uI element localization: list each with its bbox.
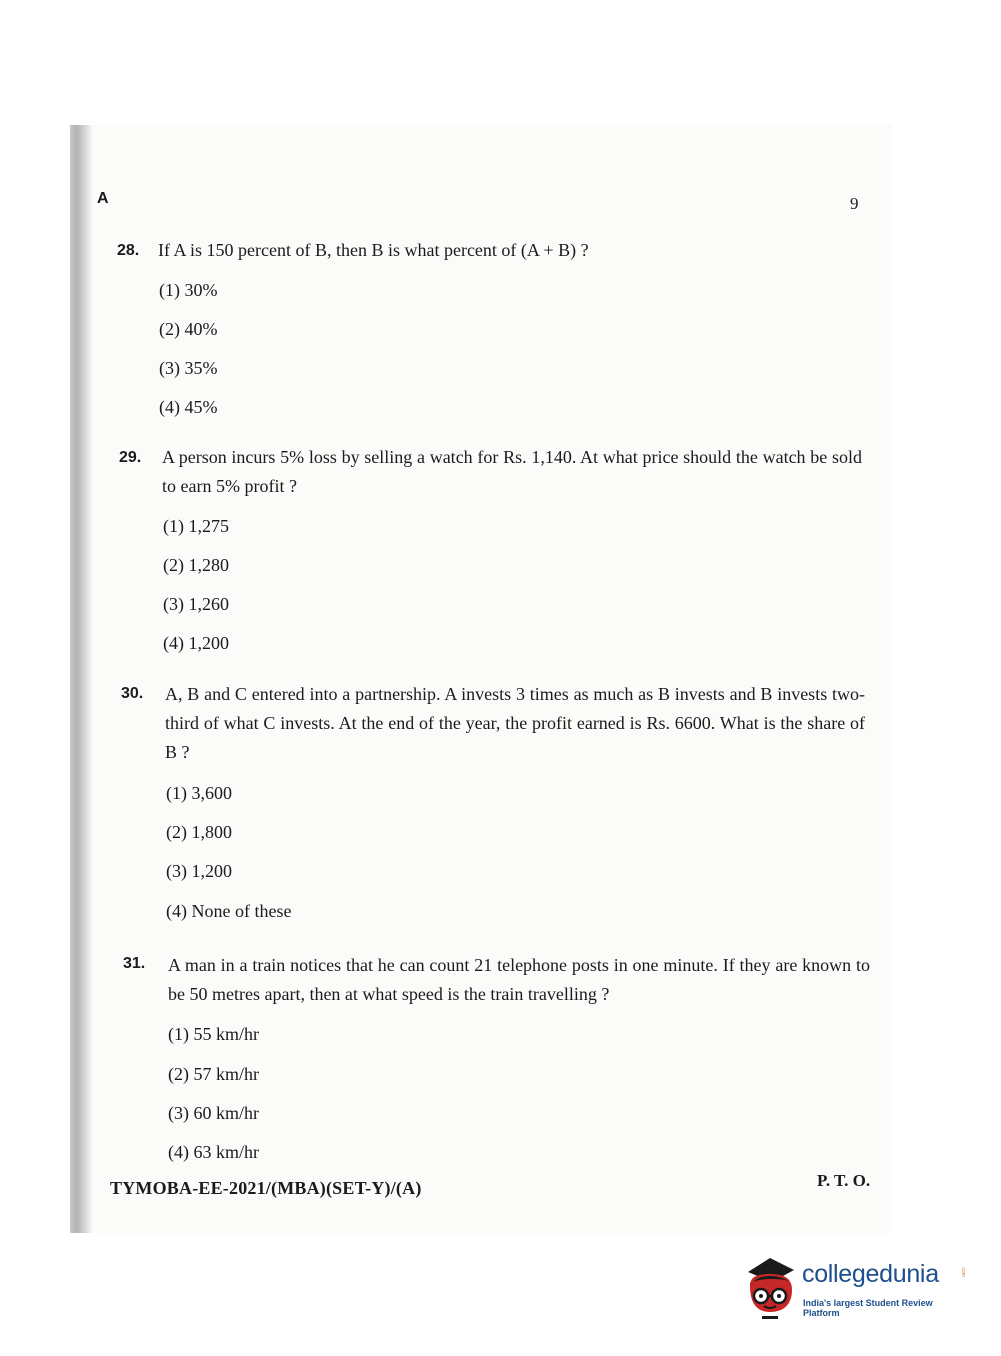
scan-binding-edge (70, 125, 92, 1233)
option-1: (1) 30% (159, 280, 218, 300)
question-31 (123, 955, 873, 1165)
option-3: (3) 1,260 (163, 594, 229, 614)
mascot-icon (744, 1252, 802, 1324)
option-2: (2) 57 km/hr (168, 1064, 259, 1084)
logo-tagline: India's largest Student Review Platform (803, 1298, 933, 1318)
option-2: (2) 1,800 (166, 822, 232, 842)
pto-label: P. T. O. (817, 1171, 871, 1190)
option-1: (1) 3,600 (166, 783, 232, 803)
option-4: (4) None of these (166, 901, 292, 921)
option-3: (3) 60 km/hr (168, 1103, 259, 1123)
question-number: 30. (121, 685, 144, 702)
exam-code: TYMOBA-EE-2021/(MBA)(SET-Y)/(A) (110, 1178, 422, 1198)
option-4: (4) 63 km/hr (168, 1142, 259, 1162)
logo-dotcom: .com (960, 1266, 966, 1277)
question-number: 31. (123, 955, 146, 972)
option-4: (4) 1,200 (163, 633, 229, 653)
option-2: (2) 40% (159, 319, 218, 339)
option-1: (1) 1,275 (163, 516, 229, 536)
option-1: (1) 55 km/hr (168, 1024, 259, 1044)
question-text: A person incurs 5% loss by selling a watch for Rs. 1,140. At what price should the watch be sold to earn 5% profit ? (162, 447, 862, 496)
option-2: (2) 1,280 (163, 555, 229, 575)
option-3: (3) 1,200 (166, 861, 232, 881)
question-29 (119, 449, 869, 659)
question-30 (121, 685, 871, 925)
question-number: 28. (117, 242, 140, 259)
question-28 (117, 242, 867, 422)
set-letter: A (97, 190, 109, 207)
option-3: (3) 35% (159, 358, 218, 378)
question-text: If A is 150 percent of B, then B is what percent of (A + B) ? (158, 240, 589, 260)
page-number: 9 (850, 194, 859, 213)
question-text: A, B and C entered into a partnership. A invests 3 times as much as B invests and B invests two-third of what C invests. At the end of the year, the profit earned is Rs. 6600. What is the share of B ? (165, 684, 865, 762)
question-number: 29. (119, 449, 142, 466)
question-text: A man in a train notices that he can count 21 telephone posts in one minute. If they are known to be 50 metres apart, then at what speed is the train travelling ? (168, 955, 870, 1004)
option-4: (4) 45% (159, 397, 218, 417)
collegedunia-logo[interactable] (744, 1252, 970, 1324)
logo-wordmark: collegedunia (802, 1260, 939, 1288)
